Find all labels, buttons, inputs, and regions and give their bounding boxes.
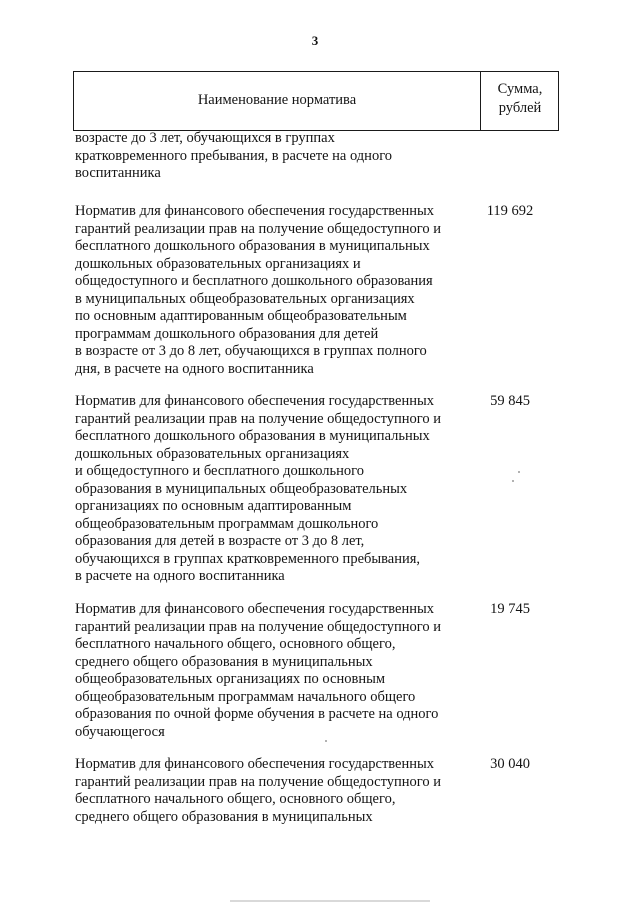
- column-header-sum-line2: рублей: [498, 100, 542, 116]
- text-line: гарантий реализации прав на получение общедоступного и: [75, 773, 441, 790]
- text-line: по основным адаптированным общеобразовательным: [75, 308, 407, 324]
- text-line: обучающихся в группах кратковременного пребывания,: [75, 550, 421, 567]
- text-line: кратковременного пребывания, в расчете на одного: [75, 147, 393, 164]
- text-line: в муниципальных общеобразовательных организациях: [75, 290, 415, 307]
- text-line: образования для детей в возрасте от 3 до 8 лет,: [75, 533, 365, 549]
- scan-edge-shadow: [230, 900, 430, 902]
- norm-amount: 119 692: [486, 203, 534, 219]
- text-line: обучающегося: [75, 723, 165, 740]
- text-line: дошкольных образовательных организациях: [75, 445, 350, 462]
- text-line: Норматив для финансового обеспечения государственных: [75, 203, 434, 219]
- text-line: программам дошкольного образования для детей: [75, 325, 379, 342]
- text-line: организациях по основным адаптированным: [75, 498, 352, 514]
- text-line: Норматив для финансового обеспечения государственных: [75, 601, 434, 617]
- text-line: гарантий реализации прав на получение общедоступного и: [75, 618, 441, 635]
- text-line: Норматив для финансового обеспечения государственных: [75, 756, 434, 772]
- text-line: в расчете на одного воспитанника: [75, 568, 285, 584]
- norm-description-continuation: [75, 130, 455, 183]
- text-line: бесплатного дошкольного образования в муниципальных: [75, 238, 430, 254]
- table-header: [73, 71, 559, 131]
- norm-description: [75, 203, 455, 378]
- text-line: дошкольных образовательных организациях и: [75, 255, 361, 272]
- text-line: бесплатного дошкольного образования в муниципальных: [75, 428, 430, 444]
- scan-speck: [512, 480, 514, 482]
- norm-amount: 19 745: [490, 601, 530, 617]
- text-line: возрасте до 3 лет, обучающихся в группах: [75, 130, 335, 146]
- norm-amount: 59 845: [490, 393, 530, 409]
- norm-amount: 30 040: [490, 756, 530, 772]
- text-line: бесплатного начального общего, основного общего,: [75, 791, 396, 807]
- text-line: среднего общего образования в муниципальных: [75, 653, 373, 670]
- text-line: образования по очной форме обучения в расчете на одного: [75, 706, 439, 722]
- page-number: 3: [311, 33, 319, 48]
- text-line: общеобразовательных организациях по основным: [75, 671, 385, 687]
- column-header-name: Наименование норматива: [197, 92, 357, 108]
- text-line: бесплатного начального общего, основного общего,: [75, 636, 396, 652]
- text-line: образования в муниципальных общеобразовательных: [75, 480, 408, 497]
- text-line: общеобразовательным программам дошкольного: [75, 515, 379, 532]
- text-line: гарантий реализации прав на получение общедоступного и: [75, 220, 441, 237]
- text-line: гарантий реализации прав на получение общедоступного и: [75, 410, 441, 427]
- text-line: воспитанника: [75, 165, 161, 181]
- text-line: Норматив для финансового обеспечения государственных: [75, 393, 434, 409]
- column-header-sum: [481, 80, 559, 118]
- scan-speck: [518, 471, 520, 473]
- norm-description: [75, 756, 455, 826]
- text-line: дня, в расчете на одного воспитанника: [75, 360, 314, 377]
- column-header-sum-line1: Сумма,: [497, 81, 543, 97]
- text-line: среднего общего образования в муниципальных: [75, 808, 373, 825]
- text-line: в возрасте от 3 до 8 лет, обучающихся в группах полного: [75, 343, 427, 359]
- text-line: и общедоступного и бесплатного дошкольного: [75, 463, 364, 479]
- norm-description: [75, 393, 455, 586]
- norm-description: [75, 601, 455, 741]
- text-line: общедоступного и бесплатного дошкольного образования: [75, 273, 433, 289]
- text-line: общеобразовательным программам начального общего: [75, 688, 416, 705]
- scan-speck: [325, 740, 327, 742]
